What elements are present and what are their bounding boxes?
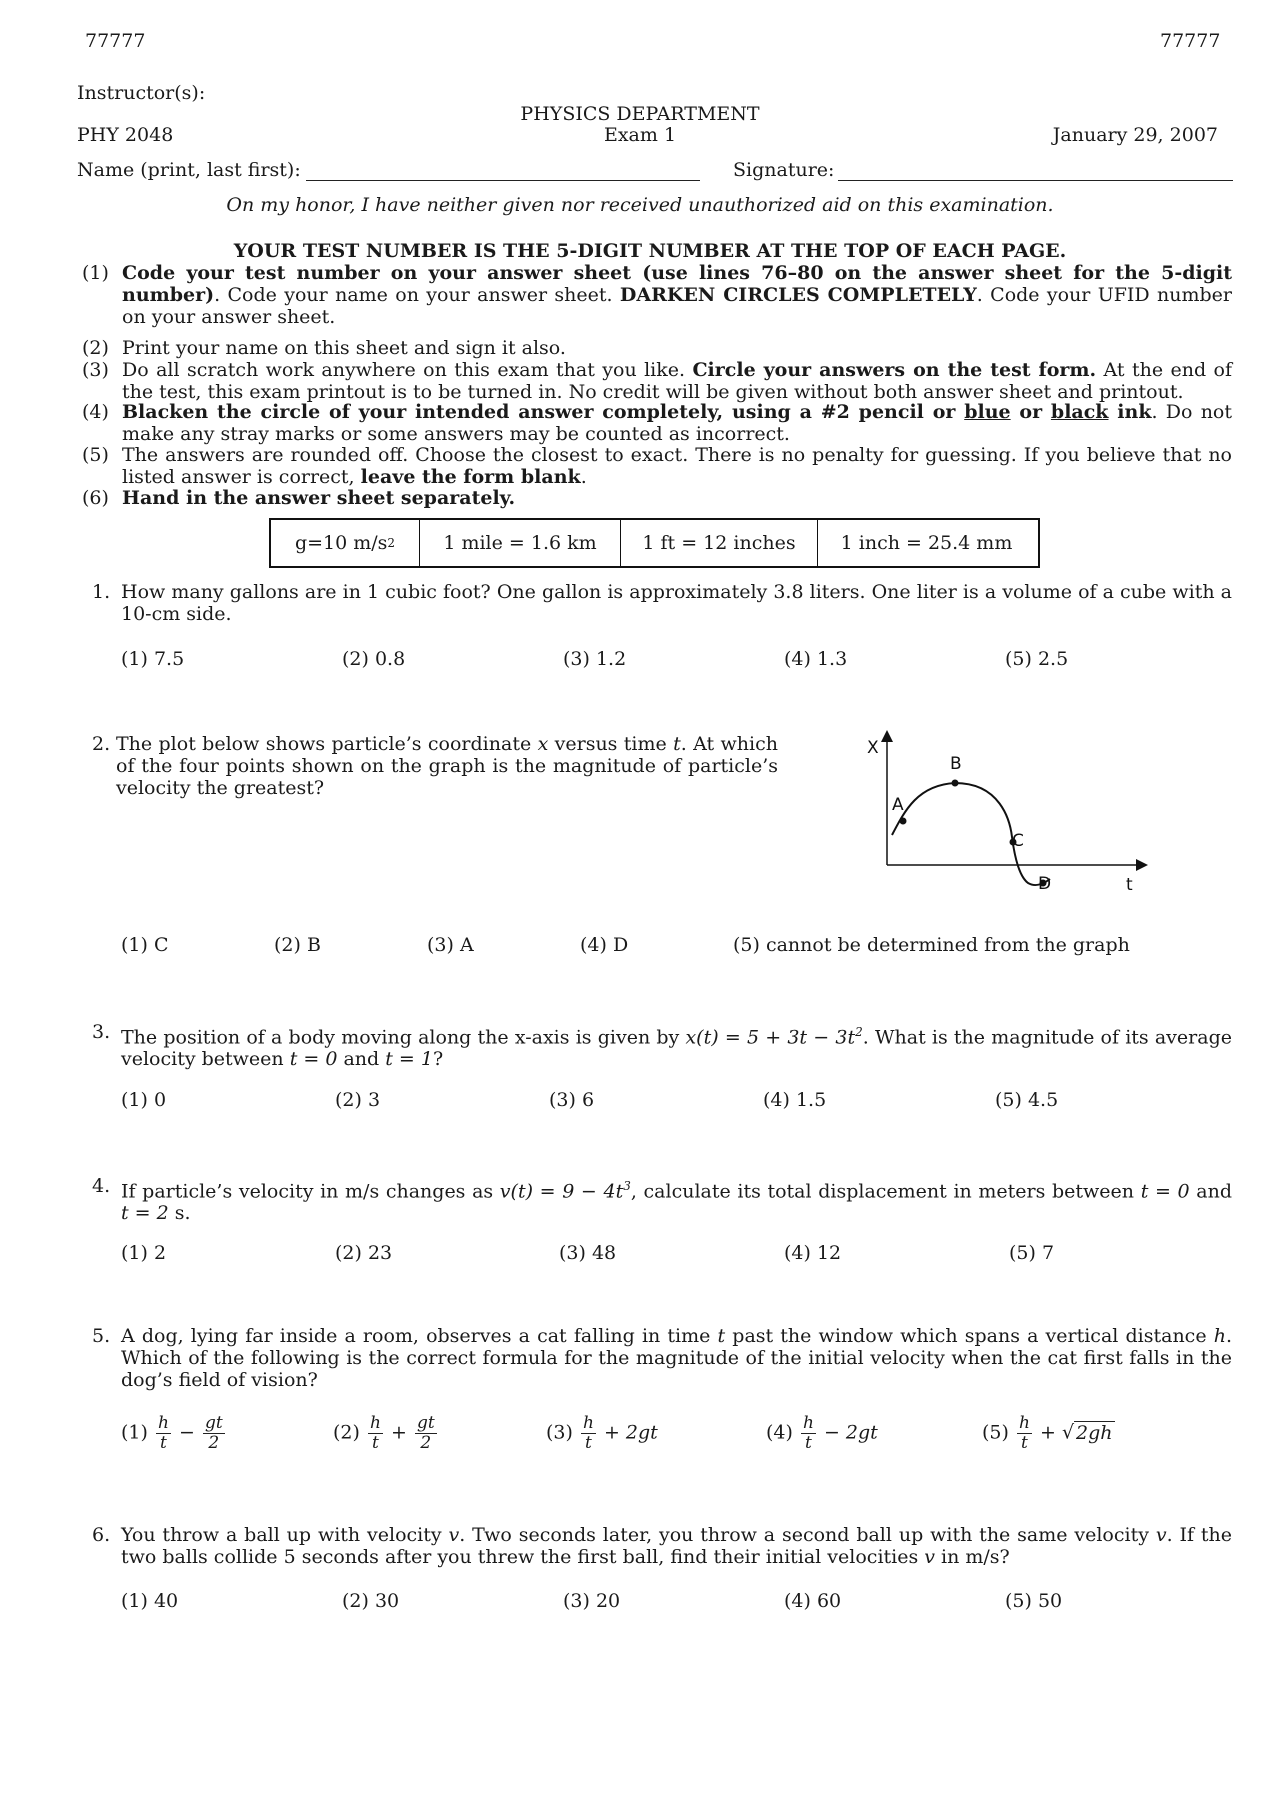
instruction-text-part: blue	[964, 401, 1011, 423]
instructor-label: Instructor(s):	[77, 82, 206, 104]
question-5	[92, 1325, 1232, 1391]
q5-option-3[interactable]: (3) $\frac{h}{t}$ + 2gt	[546, 1413, 658, 1453]
constant-gravity: g=10 m/s 2	[271, 520, 420, 566]
instruction-text-part: Blacken the circle of your intended answer completely, using a #2 pencil or	[122, 401, 965, 423]
instruction-text-part: Do all scratch work anywhere on this exam that you like.	[122, 359, 693, 381]
q6-option-4[interactable]: (4) 60	[784, 1590, 842, 1612]
q4-option-2[interactable]: (2) 23	[335, 1242, 393, 1264]
instruction-item	[82, 444, 1232, 488]
q1-option-2[interactable]: (2) 0.8	[342, 648, 406, 670]
exam-title: Exam 1	[603, 124, 677, 146]
department-title: PHYSICS DEPARTMENT	[520, 103, 760, 125]
question-4	[92, 1175, 1232, 1224]
q4-option-5[interactable]: (5) 7	[1009, 1242, 1055, 1264]
x-axis-label: X	[867, 738, 879, 758]
instruction-text	[122, 487, 1232, 509]
instruction-number: (1)	[82, 262, 109, 284]
question-text: The plot below shows particle’s coordinate x versus time t. At which of the four points shown on the graph is the magnitude of particle’s velocity the greatest?	[116, 733, 778, 799]
test-number-notice: YOUR TEST NUMBER IS THE 5-DIGIT NUMBER AT THE TOP OF EACH PAGE.	[233, 240, 1067, 262]
question-6	[92, 1524, 1232, 1568]
q2-option-1[interactable]: (1) C	[121, 934, 169, 956]
instruction-text-part: ink	[1108, 401, 1152, 423]
constants-table	[269, 518, 1040, 568]
constant-mile: 1 mile = 1.6 km	[420, 520, 621, 566]
instruction-text	[122, 262, 1232, 328]
signature-label: Signature:	[733, 159, 835, 181]
instruction-text-part: Code your test number on your answer sheet (use lines 76–80 on the answer sheet for the 5-digit number)	[122, 262, 1232, 306]
instruction-number: (6)	[82, 487, 109, 509]
name-label: Name (print, last first):	[77, 159, 301, 181]
instruction-text-part: . Code your name on your answer sheet.	[214, 284, 620, 306]
q6-option-2[interactable]: (2) 30	[342, 1590, 400, 1612]
q4-option-4[interactable]: (4) 12	[784, 1242, 842, 1264]
question-1	[92, 581, 1232, 625]
question-text: How many gallons are in 1 cubic foot? One gallon is approximately 3.8 liters. One liter is a volume of a cube with a 10-cm side.	[121, 581, 1232, 625]
q3-option-5[interactable]: (5) 4.5	[995, 1089, 1059, 1111]
point-b	[952, 780, 959, 787]
question-number: 3.	[92, 1021, 111, 1043]
instruction-text	[122, 359, 1232, 403]
question-3	[92, 1021, 1232, 1070]
q1-option-5[interactable]: (5) 2.5	[1005, 648, 1069, 670]
question-number: 5.	[92, 1325, 111, 1347]
question-text: If particle’s velocity in m/s changes as $v(t) = 9 - 4t^3$, calculate its total displacement in meters between t = 0 and t = 2 s.	[121, 1179, 1232, 1225]
q3-option-3[interactable]: (3) 6	[549, 1089, 595, 1111]
q3-option-2[interactable]: (2) 3	[335, 1089, 381, 1111]
position-time-graph	[860, 725, 1160, 910]
instruction-text-part: At the end of the test, this exam printout is to be turned in. No credit will be given without both answer sheet and printout.	[122, 359, 1232, 403]
instruction-number: (2)	[82, 337, 109, 359]
exam-date: January 29, 2007	[1052, 124, 1218, 146]
q1-option-1[interactable]: (1) 7.5	[121, 648, 185, 670]
signature-field[interactable]	[838, 180, 1233, 181]
label-a: A	[892, 795, 904, 815]
question-text: A dog, lying far inside a room, observes a cat falling in time t past the window which spans a vertical distance h. Which of the following is the correct formula for the magnitude of the initial velocity when the cat first falls in the dog’s field of vision?	[121, 1325, 1232, 1391]
instruction-number: (4)	[82, 401, 109, 423]
q4-option-3[interactable]: (3) 48	[559, 1242, 617, 1264]
q5-option-4[interactable]: (4) $\frac{h}{t}$ − 2gt	[766, 1413, 878, 1453]
instruction-item	[82, 401, 1232, 445]
q1-option-4[interactable]: (4) 1.3	[784, 648, 848, 670]
question-text: You throw a ball up with velocity v. Two seconds later, you throw a second ball up with the same velocity v. If the two balls collide 5 seconds after you threw the first ball, find their initial velocities v in m/s?	[121, 1524, 1232, 1568]
question-number: 6.	[92, 1524, 111, 1546]
label-b: B	[950, 754, 962, 774]
q2-option-5[interactable]: (5) cannot be determined from the graph	[733, 934, 1130, 956]
instruction-text-part: Print your name on this sheet and sign it also.	[122, 337, 566, 359]
q6-option-1[interactable]: (1) 40	[121, 1590, 179, 1612]
label-d: D	[1038, 874, 1052, 894]
instruction-number: (5)	[82, 444, 109, 466]
q3-option-1[interactable]: (1) 0	[121, 1089, 167, 1111]
constant-inch: 1 inch = 25.4 mm	[840, 532, 1013, 554]
instruction-text	[122, 401, 1232, 445]
instruction-text	[122, 337, 1232, 359]
t-axis-label: t	[1126, 875, 1133, 895]
q5-option-2[interactable]: (2) $\frac{h}{t}$ + $\frac{gt}{2}$	[333, 1413, 435, 1453]
instruction-item	[82, 337, 1232, 359]
question-number: 4.	[92, 1175, 111, 1197]
instruction-text	[122, 444, 1232, 488]
constant-foot: 1 ft = 12 inches	[621, 520, 818, 566]
question-number: 1.	[92, 581, 111, 603]
test-code-right: 77777	[1160, 30, 1221, 52]
instruction-text-part: .	[580, 466, 587, 488]
test-code-left: 77777	[85, 30, 146, 52]
instruction-number: (3)	[82, 359, 109, 381]
instruction-text-part: Hand in the answer sheet separately.	[122, 487, 516, 509]
question-number: 2.	[92, 733, 111, 755]
course-code: PHY 2048	[77, 124, 174, 146]
q6-option-5[interactable]: (5) 50	[1005, 1590, 1063, 1612]
q2-option-3[interactable]: (3) A	[427, 934, 474, 956]
position-curve	[892, 783, 1050, 885]
label-c: C	[1012, 831, 1024, 851]
instruction-text-part: . Code your UFID number on your answer sheet.	[122, 284, 1232, 328]
question-text: The position of a body moving along the x-axis is given by $x(t) = 5 + 3t - 3t^2$. What is the magnitude of its average velocity between t = 0 and t = 1?	[121, 1025, 1232, 1071]
q1-option-3[interactable]: (3) 1.2	[563, 648, 627, 670]
name-field[interactable]	[306, 180, 700, 181]
instruction-text-part: DARKEN CIRCLES COMPLETELY	[619, 284, 977, 306]
instruction-item	[82, 359, 1232, 403]
q2-option-4[interactable]: (4) D	[580, 934, 629, 956]
q5-option-5[interactable]: (5) $\frac{h}{t}$ + √ 2gh	[982, 1413, 1113, 1453]
instruction-text-part: leave the form blank	[360, 466, 581, 488]
question-2	[92, 733, 778, 799]
point-a	[900, 818, 907, 825]
q6-option-3[interactable]: (3) 20	[563, 1590, 621, 1612]
instruction-item	[82, 262, 1232, 328]
q2-option-2[interactable]: (2) B	[274, 934, 321, 956]
honor-statement: On my honor, I have neither given nor received unauthorized aid on this examination.	[226, 194, 1054, 216]
instruction-text-part: black	[1050, 401, 1109, 423]
q5-option-1[interactable]: (1) $\frac{h}{t}$ − $\frac{gt}{2}$	[121, 1413, 223, 1453]
instruction-text-part: or	[1010, 401, 1051, 423]
instruction-text-part: . Do not make any stray marks or some answers may be counted as incorrect.	[122, 401, 1232, 445]
instruction-text-part: The answers are rounded off. Choose the closest to exact. There is no penalty for guessing. If you believe that no listed answer is correct,	[122, 444, 1232, 488]
q4-option-1[interactable]: (1) 2	[121, 1242, 167, 1264]
q3-option-4[interactable]: (4) 1.5	[763, 1089, 827, 1111]
instruction-item	[82, 487, 1232, 509]
instruction-text-part: Circle your answers on the test form.	[692, 359, 1097, 381]
